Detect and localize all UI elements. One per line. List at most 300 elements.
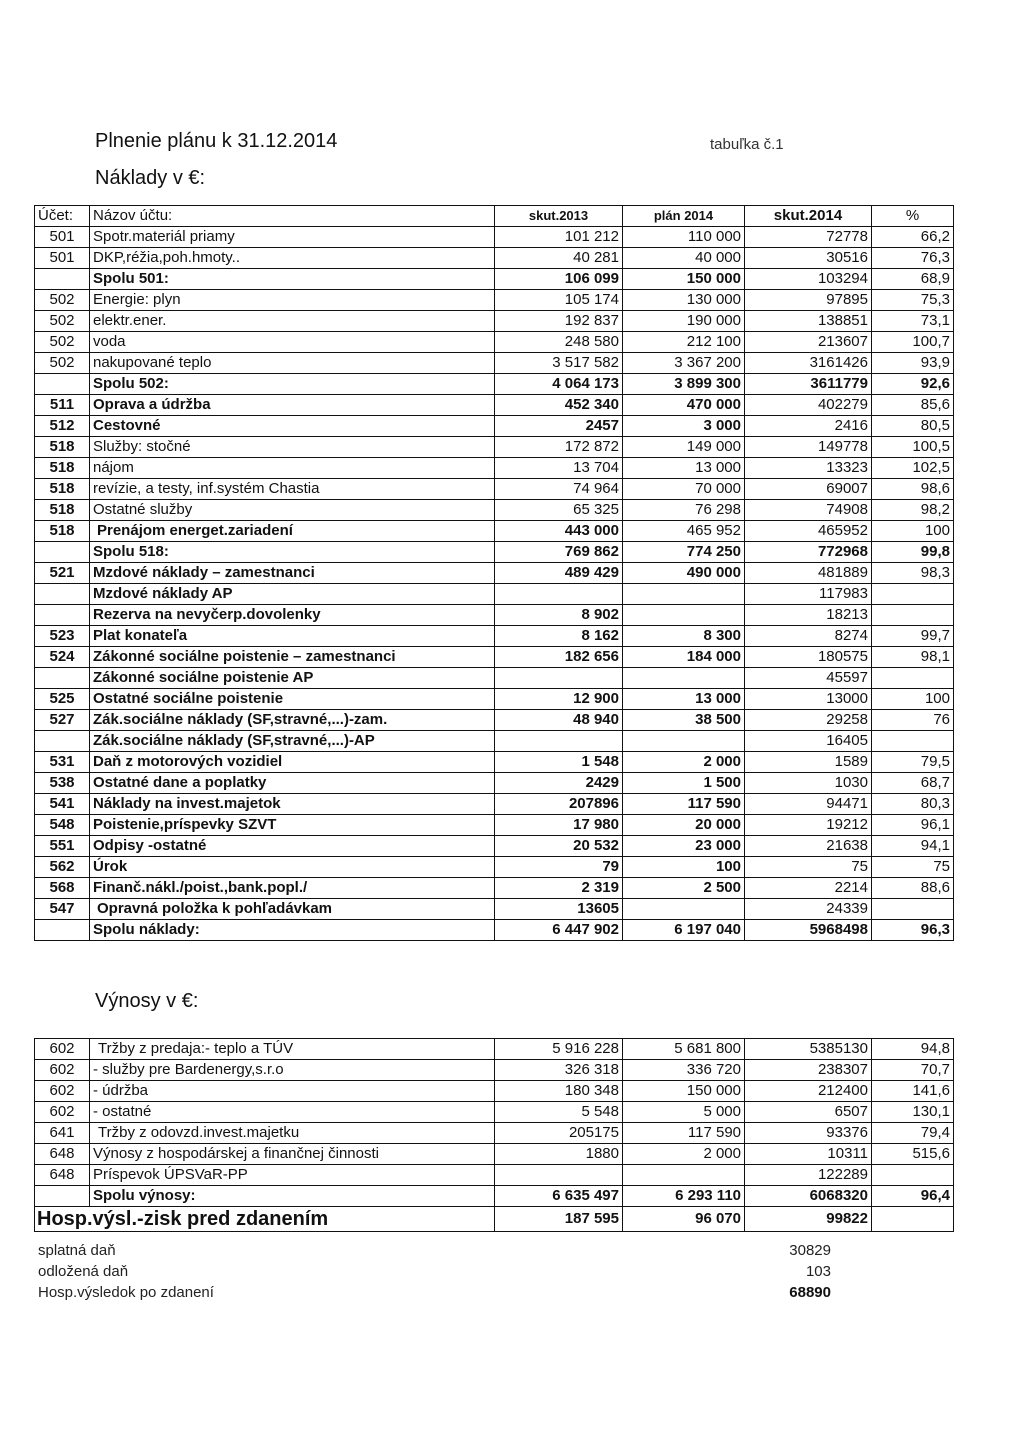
skut2014-cell: 13000: [745, 689, 872, 710]
table-row: [35, 1144, 954, 1165]
table-row: [35, 416, 954, 437]
skut2014-cell: 45597: [745, 668, 872, 689]
skut2014-cell: 19212: [745, 815, 872, 836]
table-row: [35, 731, 954, 752]
pct-cell: 99,8: [872, 542, 954, 563]
account-cell: 538: [35, 773, 90, 794]
account-cell: 648: [35, 1144, 90, 1165]
pct-cell: 93,9: [872, 353, 954, 374]
footer-label-hosp-vysledok: Hosp.výsledok po zdanení: [38, 1284, 214, 1301]
table-row: [35, 332, 954, 353]
table-row: [35, 605, 954, 626]
skut2013-cell: 20 532: [495, 836, 623, 857]
column-header-account: Účet:: [35, 206, 90, 227]
footer-label-splatna-dan: splatná daň: [38, 1242, 116, 1259]
pct-cell: 88,6: [872, 878, 954, 899]
pct-cell: [872, 899, 954, 920]
hosp-skut2014-cell: 99822: [745, 1207, 872, 1232]
account-cell: [35, 584, 90, 605]
skut2013-cell: 65 325: [495, 500, 623, 521]
plan-cell: 5 000: [623, 1102, 745, 1123]
skut2014-cell: 402279: [745, 395, 872, 416]
column-header-pct: %: [872, 206, 954, 227]
skut2014-cell: 69007: [745, 479, 872, 500]
plan-cell: 149 000: [623, 437, 745, 458]
plan-cell: [623, 584, 745, 605]
account-cell: 602: [35, 1102, 90, 1123]
pct-cell: [872, 731, 954, 752]
plan-cell: 465 952: [623, 521, 745, 542]
hosp-row: [35, 1207, 954, 1232]
skut2013-cell: 101 212: [495, 227, 623, 248]
pct-cell: 100: [872, 689, 954, 710]
skut2014-cell: 103294: [745, 269, 872, 290]
plan-cell: 2 000: [623, 1144, 745, 1165]
plan-cell: 117 590: [623, 1123, 745, 1144]
pct-cell: [872, 1165, 954, 1186]
skut2014-cell: 16405: [745, 731, 872, 752]
name-cell: Služby: stočné: [90, 437, 495, 458]
table-row: [35, 815, 954, 836]
account-cell: 501: [35, 248, 90, 269]
table-row: [35, 689, 954, 710]
name-cell: Ostatné sociálne poistenie: [90, 689, 495, 710]
skut2014-cell: 21638: [745, 836, 872, 857]
pct-cell: 75: [872, 857, 954, 878]
name-cell: Spotr.materiál priamy: [90, 227, 495, 248]
name-cell: Zákonné sociálne poistenie – zamestnanci: [90, 647, 495, 668]
skut2014-cell: 138851: [745, 311, 872, 332]
account-cell: 648: [35, 1165, 90, 1186]
table-row: [35, 1060, 954, 1081]
pct-cell: 68,7: [872, 773, 954, 794]
pct-cell: 98,2: [872, 500, 954, 521]
table-row: [35, 773, 954, 794]
skut2014-cell: 3161426: [745, 353, 872, 374]
plan-cell: 2 500: [623, 878, 745, 899]
pct-cell: 85,6: [872, 395, 954, 416]
skut2014-cell: 18213: [745, 605, 872, 626]
plan-cell: 100: [623, 857, 745, 878]
name-cell: Spolu náklady:: [90, 920, 495, 941]
column-header-name: Názov účtu:: [90, 206, 495, 227]
skut2014-cell: 30516: [745, 248, 872, 269]
account-cell: 523: [35, 626, 90, 647]
pct-cell: 66,2: [872, 227, 954, 248]
table-row: [35, 794, 954, 815]
account-cell: [35, 920, 90, 941]
skut2013-cell: 5 548: [495, 1102, 623, 1123]
account-cell: 562: [35, 857, 90, 878]
table-row: [35, 647, 954, 668]
pct-cell: 76: [872, 710, 954, 731]
skut2014-cell: 2214: [745, 878, 872, 899]
skut2014-cell: 212400: [745, 1081, 872, 1102]
skut2013-cell: 205175: [495, 1123, 623, 1144]
table-number-label: tabuľka č.1: [710, 136, 784, 153]
pct-cell: 92,6: [872, 374, 954, 395]
revenue-heading: Výnosy v €:: [95, 990, 199, 1012]
plan-cell: [623, 1165, 745, 1186]
account-cell: 541: [35, 794, 90, 815]
pct-cell: 73,1: [872, 311, 954, 332]
table-row: [35, 1186, 954, 1207]
pct-cell: 130,1: [872, 1102, 954, 1123]
account-cell: 502: [35, 353, 90, 374]
column-header-skut2014: skut.2014: [745, 206, 872, 227]
pct-cell: 96,4: [872, 1186, 954, 1207]
plan-cell: 150 000: [623, 269, 745, 290]
skut2013-cell: 106 099: [495, 269, 623, 290]
table-row: [35, 227, 954, 248]
plan-cell: 3 000: [623, 416, 745, 437]
table-row: [35, 458, 954, 479]
table-row: [35, 500, 954, 521]
skut2013-cell: 8 902: [495, 605, 623, 626]
plan-cell: [623, 731, 745, 752]
skut2014-cell: 1030: [745, 773, 872, 794]
plan-cell: 130 000: [623, 290, 745, 311]
account-cell: 527: [35, 710, 90, 731]
skut2013-cell: 6 635 497: [495, 1186, 623, 1207]
footer-value-hosp-vysledok: 68890: [789, 1284, 831, 1301]
skut2013-cell: 17 980: [495, 815, 623, 836]
skut2013-cell: 248 580: [495, 332, 623, 353]
table-row: [35, 479, 954, 500]
name-cell: Odpisy -ostatné: [90, 836, 495, 857]
skut2014-cell: 72778: [745, 227, 872, 248]
name-cell: nakupované teplo: [90, 353, 495, 374]
account-cell: 548: [35, 815, 90, 836]
skut2013-cell: 326 318: [495, 1060, 623, 1081]
name-cell: voda: [90, 332, 495, 353]
footer-label-odlozena-dan: odložená daň: [38, 1263, 129, 1280]
pct-cell: 94,1: [872, 836, 954, 857]
table-row: [35, 668, 954, 689]
pct-cell: 80,3: [872, 794, 954, 815]
account-cell: [35, 668, 90, 689]
table-row: [35, 710, 954, 731]
hosp-label: Hosp.výsl.-zisk pred zdanením: [35, 1207, 495, 1232]
hosp-skut2013-cell: 187 595: [495, 1207, 623, 1232]
account-cell: 524: [35, 647, 90, 668]
name-cell: Tržby z predaja:- teplo a TÚV: [90, 1039, 495, 1060]
skut2013-cell: 489 429: [495, 563, 623, 584]
account-cell: 641: [35, 1123, 90, 1144]
plan-cell: 1 500: [623, 773, 745, 794]
pct-cell: 68,9: [872, 269, 954, 290]
plan-cell: 212 100: [623, 332, 745, 353]
table-row: [35, 290, 954, 311]
pct-cell: [872, 605, 954, 626]
column-header-skut2013: skut.2013: [495, 206, 623, 227]
account-cell: [35, 374, 90, 395]
table-row: [35, 1165, 954, 1186]
plan-cell: 23 000: [623, 836, 745, 857]
name-cell: - údržba: [90, 1081, 495, 1102]
skut2014-cell: 6068320: [745, 1186, 872, 1207]
table-row: [35, 395, 954, 416]
name-cell: Cestovné: [90, 416, 495, 437]
plan-cell: 110 000: [623, 227, 745, 248]
pct-cell: 100,7: [872, 332, 954, 353]
pct-cell: 98,1: [872, 647, 954, 668]
plan-cell: 70 000: [623, 479, 745, 500]
skut2013-cell: [495, 1165, 623, 1186]
account-cell: 511: [35, 395, 90, 416]
account-cell: 547: [35, 899, 90, 920]
skut2014-cell: 5968498: [745, 920, 872, 941]
skut2013-cell: 452 340: [495, 395, 623, 416]
skut2013-cell: [495, 668, 623, 689]
table-row: [35, 752, 954, 773]
account-cell: [35, 731, 90, 752]
plan-cell: 150 000: [623, 1081, 745, 1102]
name-cell: - služby pre Bardenergy,s.r.o: [90, 1060, 495, 1081]
pct-cell: 98,3: [872, 563, 954, 584]
plan-cell: 3 367 200: [623, 353, 745, 374]
account-cell: [35, 542, 90, 563]
table-row: [35, 1123, 954, 1144]
column-header-plan2014: plán 2014: [623, 206, 745, 227]
name-cell: Spolu výnosy:: [90, 1186, 495, 1207]
skut2014-cell: 5385130: [745, 1039, 872, 1060]
plan-cell: 3 899 300: [623, 374, 745, 395]
skut2014-cell: 8274: [745, 626, 872, 647]
plan-cell: 13 000: [623, 458, 745, 479]
table-row: [35, 1039, 954, 1060]
account-cell: 501: [35, 227, 90, 248]
skut2014-cell: 6507: [745, 1102, 872, 1123]
costs-heading: Náklady v €:: [95, 167, 206, 189]
costs-table: [34, 205, 954, 941]
pct-cell: 100: [872, 521, 954, 542]
skut2013-cell: [495, 584, 623, 605]
hosp-pct-cell: [872, 1207, 954, 1232]
pct-cell: [872, 584, 954, 605]
skut2013-cell: 1880: [495, 1144, 623, 1165]
name-cell: Ostatné služby: [90, 500, 495, 521]
header-row: [35, 206, 954, 227]
plan-cell: 2 000: [623, 752, 745, 773]
plan-cell: 5 681 800: [623, 1039, 745, 1060]
skut2013-cell: 192 837: [495, 311, 623, 332]
skut2014-cell: 29258: [745, 710, 872, 731]
table-row: [35, 248, 954, 269]
pct-cell: 141,6: [872, 1081, 954, 1102]
skut2014-cell: 238307: [745, 1060, 872, 1081]
pct-cell: [872, 668, 954, 689]
account-cell: 602: [35, 1039, 90, 1060]
skut2014-cell: 180575: [745, 647, 872, 668]
name-cell: Zákonné sociálne poistenie AP: [90, 668, 495, 689]
account-cell: 502: [35, 290, 90, 311]
name-cell: - ostatné: [90, 1102, 495, 1123]
pct-cell: 94,8: [872, 1039, 954, 1060]
pct-cell: 99,7: [872, 626, 954, 647]
skut2013-cell: 180 348: [495, 1081, 623, 1102]
name-cell: Oprava a údržba: [90, 395, 495, 416]
pct-cell: 80,5: [872, 416, 954, 437]
plan-cell: 8 300: [623, 626, 745, 647]
table-row: [35, 1102, 954, 1123]
skut2014-cell: 149778: [745, 437, 872, 458]
name-cell: Poistenie,príspevky SZVT: [90, 815, 495, 836]
name-cell: Náklady na invest.majetok: [90, 794, 495, 815]
skut2014-cell: 481889: [745, 563, 872, 584]
skut2013-cell: 1 548: [495, 752, 623, 773]
skut2013-cell: 769 862: [495, 542, 623, 563]
account-cell: 518: [35, 479, 90, 500]
plan-cell: 40 000: [623, 248, 745, 269]
skut2014-cell: 122289: [745, 1165, 872, 1186]
table-row: [35, 563, 954, 584]
skut2014-cell: 3611779: [745, 374, 872, 395]
pct-cell: 79,5: [872, 752, 954, 773]
skut2014-cell: 117983: [745, 584, 872, 605]
name-cell: Zák.sociálne náklady (SF,stravné,...)-AP: [90, 731, 495, 752]
table-row: [35, 1081, 954, 1102]
plan-cell: [623, 605, 745, 626]
page-title: Plnenie plánu k 31.12.2014: [95, 130, 338, 152]
footer-value-odlozena-dan: 103: [805, 1263, 831, 1280]
name-cell: Opravná položka k pohľadávkam: [90, 899, 495, 920]
pct-cell: 100,5: [872, 437, 954, 458]
skut2013-cell: 2429: [495, 773, 623, 794]
name-cell: Energie: plyn: [90, 290, 495, 311]
account-cell: 531: [35, 752, 90, 773]
skut2013-cell: 443 000: [495, 521, 623, 542]
name-cell: Prenájom energet.zariadení: [90, 521, 495, 542]
plan-cell: 470 000: [623, 395, 745, 416]
table-row: [35, 269, 954, 290]
account-cell: 502: [35, 332, 90, 353]
skut2014-cell: 75: [745, 857, 872, 878]
plan-cell: 6 197 040: [623, 920, 745, 941]
pct-cell: 98,6: [872, 479, 954, 500]
name-cell: Príspevok ÚPSVaR-PP: [90, 1165, 495, 1186]
hosp-plan-cell: 96 070: [623, 1207, 745, 1232]
skut2013-cell: 5 916 228: [495, 1039, 623, 1060]
skut2013-cell: 172 872: [495, 437, 623, 458]
skut2014-cell: 24339: [745, 899, 872, 920]
skut2013-cell: 2457: [495, 416, 623, 437]
skut2013-cell: 48 940: [495, 710, 623, 731]
name-cell: Mzdové náklady AP: [90, 584, 495, 605]
pct-cell: 76,3: [872, 248, 954, 269]
table-row: [35, 521, 954, 542]
table-row: [35, 878, 954, 899]
plan-cell: 13 000: [623, 689, 745, 710]
skut2013-cell: 12 900: [495, 689, 623, 710]
account-cell: 502: [35, 311, 90, 332]
name-cell: Ostatné dane a poplatky: [90, 773, 495, 794]
plan-cell: 336 720: [623, 1060, 745, 1081]
table-row: [35, 542, 954, 563]
plan-cell: [623, 668, 745, 689]
account-cell: 518: [35, 521, 90, 542]
account-cell: [35, 269, 90, 290]
name-cell: Plat konateľa: [90, 626, 495, 647]
skut2014-cell: 13323: [745, 458, 872, 479]
name-cell: revízie, a testy, inf.systém Chastia: [90, 479, 495, 500]
account-cell: 551: [35, 836, 90, 857]
skut2013-cell: [495, 731, 623, 752]
plan-cell: 20 000: [623, 815, 745, 836]
skut2014-cell: 772968: [745, 542, 872, 563]
table-row: [35, 353, 954, 374]
pct-cell: 96,3: [872, 920, 954, 941]
account-cell: 518: [35, 437, 90, 458]
account-cell: 602: [35, 1060, 90, 1081]
skut2013-cell: 105 174: [495, 290, 623, 311]
pct-cell: 96,1: [872, 815, 954, 836]
skut2013-cell: 8 162: [495, 626, 623, 647]
name-cell: Daň z motorových vozidiel: [90, 752, 495, 773]
name-cell: elektr.ener.: [90, 311, 495, 332]
table-row: [35, 626, 954, 647]
pct-cell: 515,6: [872, 1144, 954, 1165]
skut2013-cell: 13 704: [495, 458, 623, 479]
pct-cell: 70,7: [872, 1060, 954, 1081]
skut2014-cell: 2416: [745, 416, 872, 437]
table-row: [35, 584, 954, 605]
table-row: [35, 437, 954, 458]
plan-cell: 184 000: [623, 647, 745, 668]
skut2013-cell: 13605: [495, 899, 623, 920]
plan-cell: 190 000: [623, 311, 745, 332]
account-cell: 525: [35, 689, 90, 710]
plan-cell: 117 590: [623, 794, 745, 815]
revenue-table: [34, 1038, 954, 1232]
skut2014-cell: 97895: [745, 290, 872, 311]
account-cell: 521: [35, 563, 90, 584]
table-row: [35, 374, 954, 395]
skut2014-cell: 213607: [745, 332, 872, 353]
pct-cell: 75,3: [872, 290, 954, 311]
table-row: [35, 920, 954, 941]
skut2014-cell: 94471: [745, 794, 872, 815]
plan-cell: 774 250: [623, 542, 745, 563]
pct-cell: 79,4: [872, 1123, 954, 1144]
name-cell: DKP,réžia,poh.hmoty..: [90, 248, 495, 269]
name-cell: Výnosy z hospodárskej a finančnej činnosti: [90, 1144, 495, 1165]
name-cell: Finanč.nákl./poist.,bank.popl./: [90, 878, 495, 899]
table-row: [35, 311, 954, 332]
name-cell: Mzdové náklady – zamestnanci: [90, 563, 495, 584]
name-cell: Spolu 518:: [90, 542, 495, 563]
plan-cell: [623, 899, 745, 920]
name-cell: Zák.sociálne náklady (SF,stravné,...)-zam.: [90, 710, 495, 731]
skut2013-cell: 3 517 582: [495, 353, 623, 374]
table-row: [35, 836, 954, 857]
skut2013-cell: 79: [495, 857, 623, 878]
skut2014-cell: 93376: [745, 1123, 872, 1144]
skut2013-cell: 40 281: [495, 248, 623, 269]
skut2013-cell: 74 964: [495, 479, 623, 500]
name-cell: Úrok: [90, 857, 495, 878]
skut2013-cell: 2 319: [495, 878, 623, 899]
name-cell: Spolu 502:: [90, 374, 495, 395]
name-cell: Tržby z odovzd.invest.majetku: [90, 1123, 495, 1144]
name-cell: nájom: [90, 458, 495, 479]
account-cell: 512: [35, 416, 90, 437]
account-cell: 518: [35, 500, 90, 521]
account-cell: [35, 605, 90, 626]
skut2013-cell: 6 447 902: [495, 920, 623, 941]
table-row: [35, 857, 954, 878]
footer-value-splatna-dan: 30829: [789, 1242, 831, 1259]
